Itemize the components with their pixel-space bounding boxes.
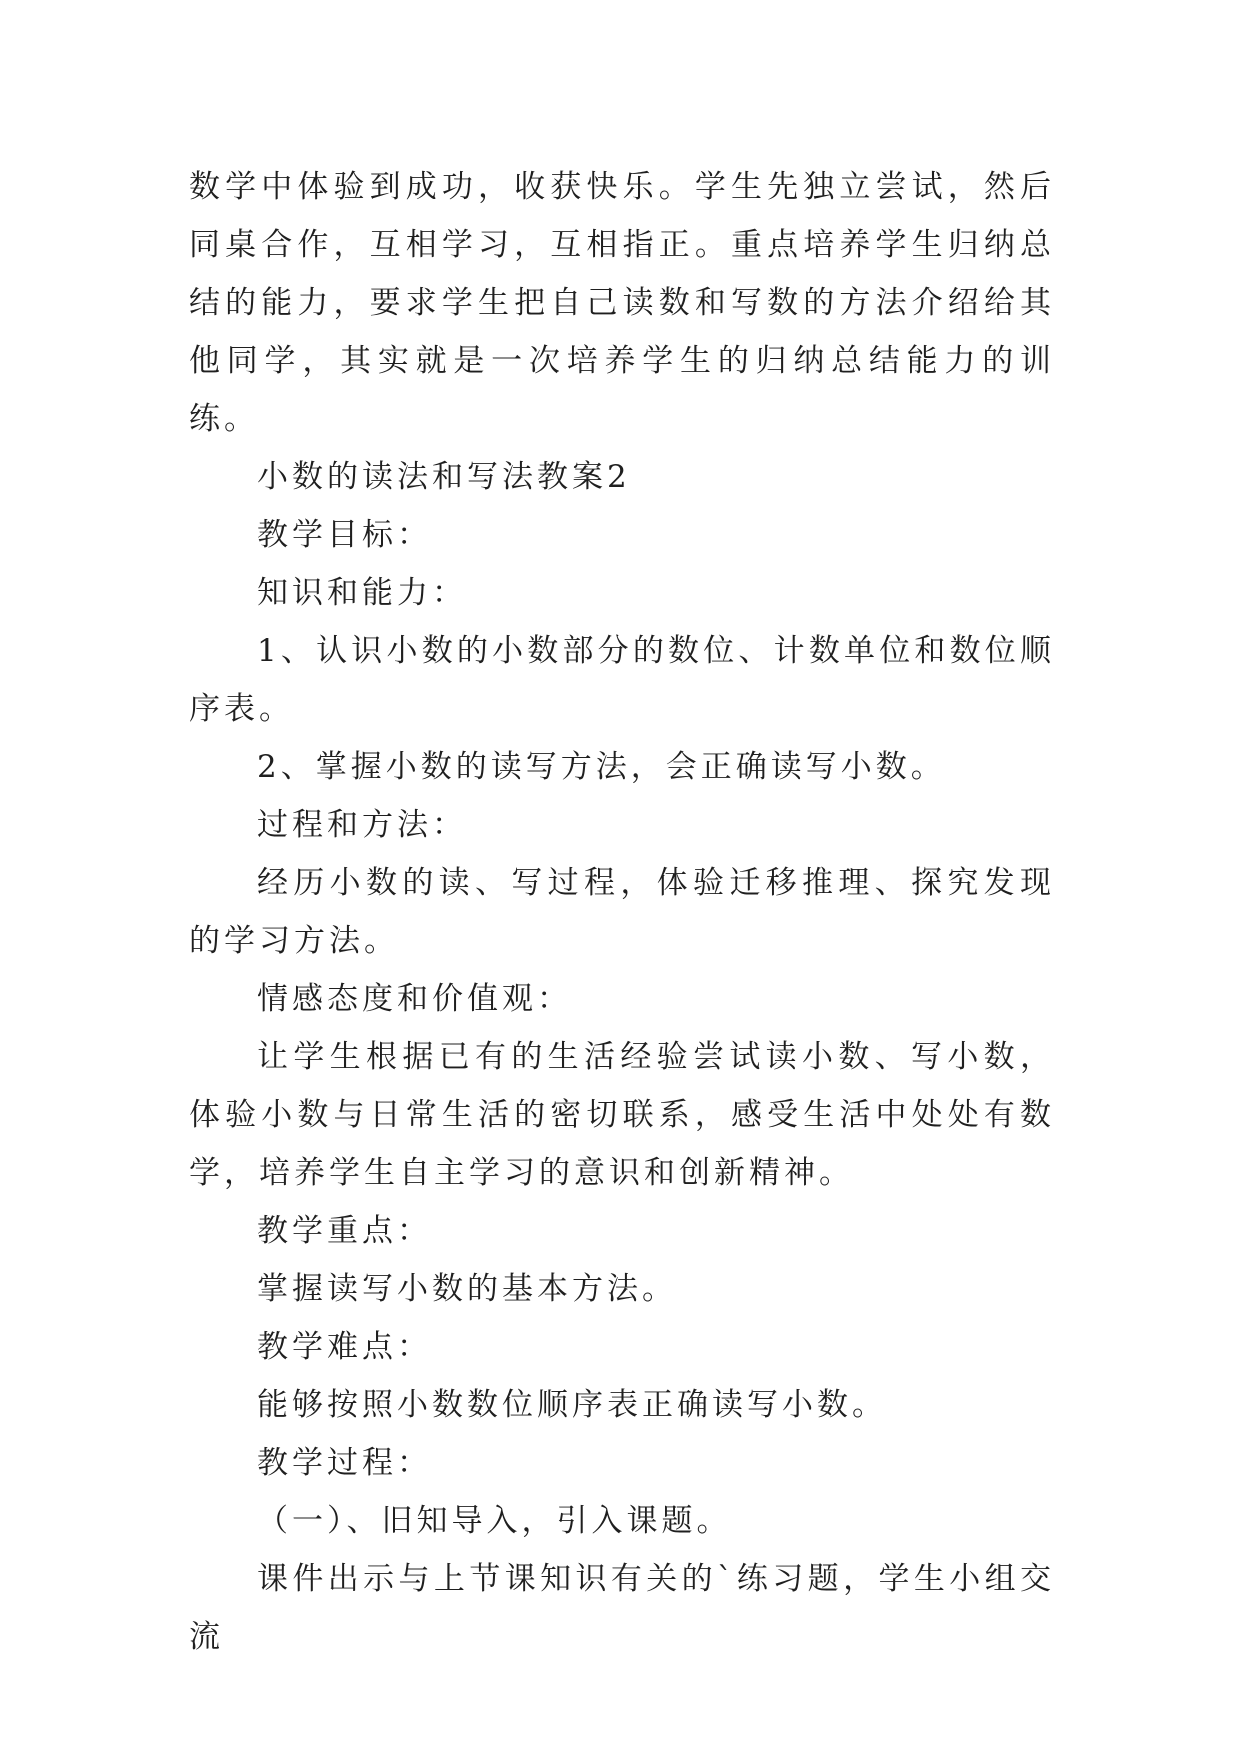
heading-process-method: 过程和方法： [257,807,467,843]
heading-teaching-goals: 教学目标： [257,517,432,553]
process-step-1: （一）、旧知导入，引入课题。 [257,1503,732,1539]
paragraph-courseware: 课件出示与上节课知识有关的`练习题，学生小组交流 [189,1561,1055,1655]
paragraph-emotion-values: 让学生根据已有的生活经验尝试读小数、写小数，体验小数与日常生活的密切联系，感受生活中处处有数学，培养学生自主学习的意识和创新精神。 [189,1039,1055,1191]
paragraph-intro-continued: 数学中体验到成功，收获快乐。学生先独立尝试，然后同桌合作，互相学习，互相指正。重点培养学生归纳总结的能力，要求学生把自己读数和写数的方法介绍给其他同学，其实就是一次培养学生的归纳总结能力的训练。 [189,169,1055,437]
document-body [189,158,1055,1666]
paragraph-teaching-focus: 掌握读写小数的基本方法。 [257,1271,677,1307]
heading-emotion-values: 情感态度和价值观： [257,981,572,1017]
paragraph-process-method: 经历小数的读、写过程，体验迁移推理、探究发现的学习方法。 [189,865,1055,959]
heading-teaching-focus: 教学重点： [257,1213,432,1249]
goal-item-1: 1、认识小数的小数部分的数位、计数单位和数位顺序表。 [189,633,1055,727]
paragraph-teaching-difficulty: 能够按照小数数位顺序表正确读写小数。 [257,1387,887,1423]
heading-teaching-difficulty: 教学难点： [257,1329,432,1365]
heading-knowledge-ability: 知识和能力： [257,575,467,611]
heading-teaching-process: 教学过程： [257,1445,432,1481]
goal-item-2: 2、掌握小数的读写方法，会正确读写小数。 [257,749,946,785]
lesson-plan-title: 小数的读法和写法教案2 [257,459,631,495]
